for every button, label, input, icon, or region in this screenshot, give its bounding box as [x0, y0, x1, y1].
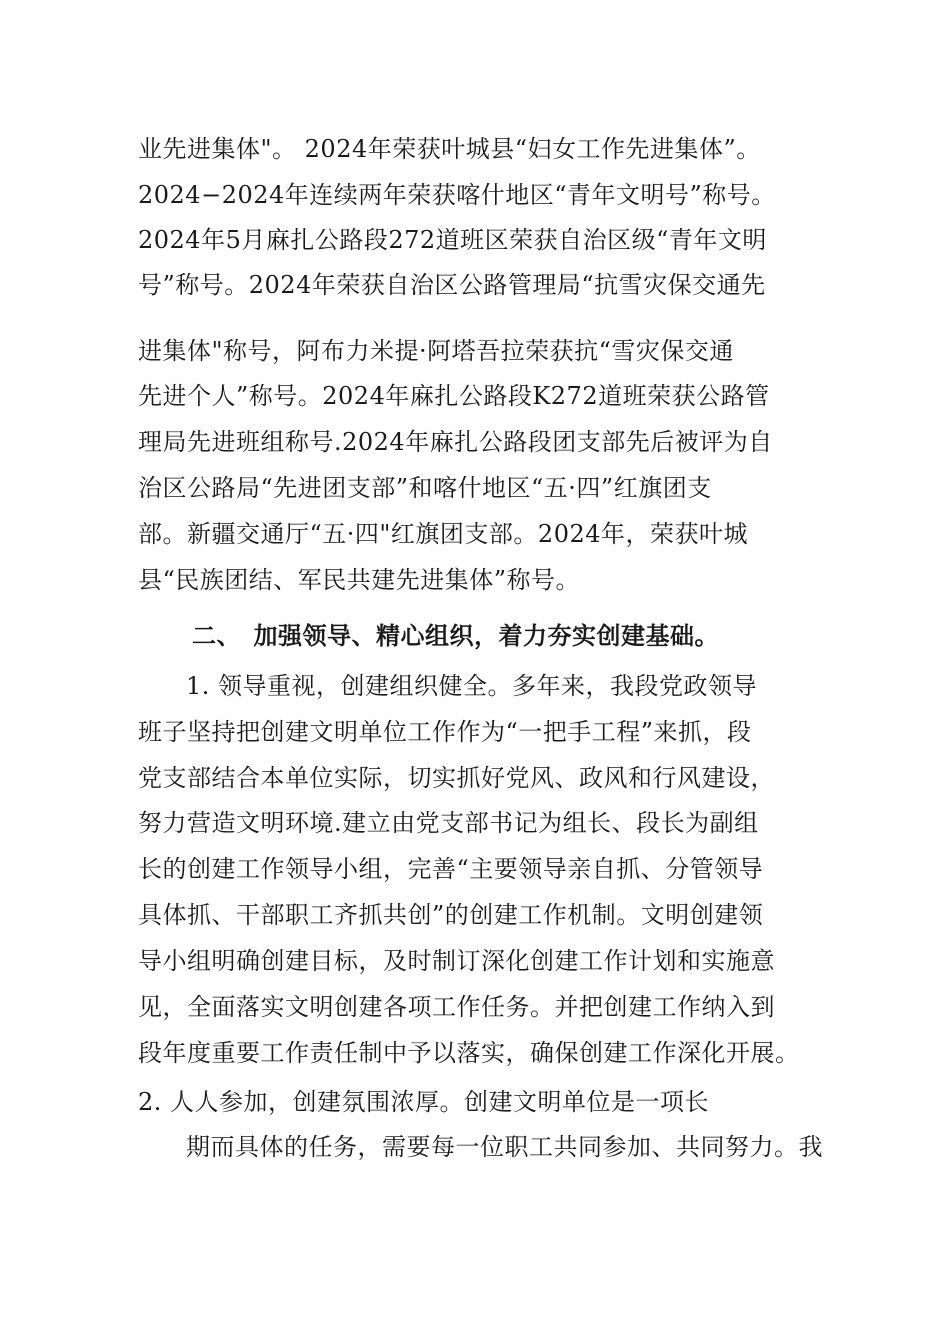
section-heading: 二、 加强领导、精心组织，着力夯实创建基础。 [192, 621, 719, 650]
paragraph-first-line: 期而具体的任务，需要每一位职工共同参加、共同努力。我 [186, 1133, 823, 1161]
text-line: 理局先进班组称号.2024年麻扎公路段团支部先后被评为自 [138, 428, 773, 456]
text-line: 具体抓、干部职工齐抓共创”的创建工作机制。文明创建领 [138, 901, 764, 929]
text-line: 段年度重要工作责任制中予以落实，确保创建工作深化开展。 [138, 1039, 800, 1067]
text-line: 业先进集体"。 2024年荣获叶城县“妇女工作先进集体”。 [138, 135, 761, 163]
text-line: 导小组明确创建目标，及时制订深化创建工作计划和实施意 [138, 947, 775, 975]
text-line: 进集体"称号，阿布力米提·阿塔吾拉荣获抗“雪灾保交通 [138, 337, 734, 365]
text-line: 2024−2024年连续两年荣获喀什地区“青年文明号”称号。 [138, 181, 776, 209]
text-line: 先进个人”称号。2024年麻扎公路段K272道班荣获公路管 [138, 382, 770, 410]
text-line: 努力营造文明环境.建立由党支部书记为组长、段长为副组 [138, 809, 759, 837]
text-line: 班子坚持把创建文明单位工作作为“一把手工程”来抓，段 [138, 718, 752, 746]
text-line: 2024年5月麻扎公路段272道班区荣获自治区级“青年文明 [138, 226, 767, 254]
text-line: 见，全面落实文明创建各项工作任务。并把创建工作纳入到 [138, 993, 775, 1021]
text-line: 长的创建工作领导小组，完善“主要领导亲自抓、分管领导 [138, 855, 764, 883]
text-line: 号”称号。2024年荣获自治区公路管理局“抗雪灾保交通先 [138, 271, 766, 299]
text-line: 治区公路局“先进团支部”和喀什地区“五·四”红旗团支 [138, 474, 712, 502]
text-line: 部。新疆交通厅“五·四"红旗团支部。2024年，荣获叶城 [138, 520, 749, 548]
text-line: 县“民族团结、军民共建先进集体”称号。 [138, 566, 581, 594]
text-line: 2. 人人参加，创建氛围浓厚。创建文明单位是一项长 [138, 1088, 710, 1116]
paragraph-first-line: 1. 领导重视，创建组织健全。多年来，我段党政领导 [186, 672, 758, 700]
text-line: 党支部结合本单位实际，切实抓好党风、政风和行风建设， [138, 764, 775, 792]
